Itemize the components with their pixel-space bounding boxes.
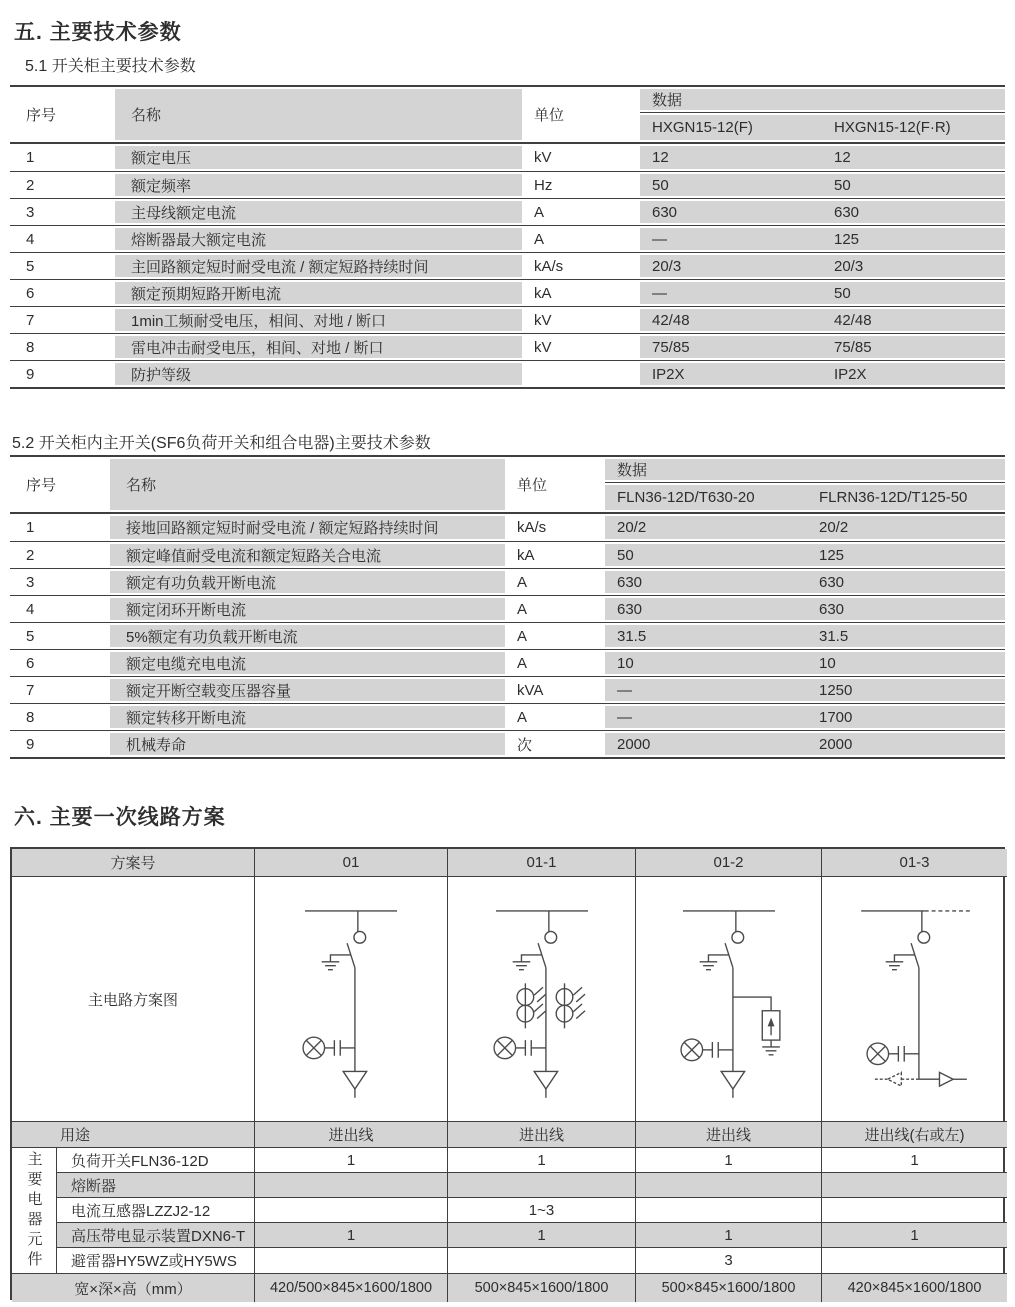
component-qty-cell: 3 [636,1248,822,1274]
component-name-cell: 熔断器 [57,1173,255,1198]
value-cell: — [640,280,822,306]
current-transformer-icon [556,983,585,1028]
param-no-cell: 7 [26,311,35,329]
earth-switch-icon [512,955,541,970]
component-qty-cell [636,1198,822,1223]
unit-cell: Hz [534,176,553,194]
busbar [683,911,775,932]
unit-cell: kA/s [517,519,547,536]
unit-cell: kV [534,311,552,329]
param-name-cell: 额定峰值耐受电流和额定短路关合电流 [110,542,505,568]
voltage-indicator-lamp [494,1037,546,1059]
component-qty-cell [255,1173,448,1198]
value-cell: 1250 [807,677,1005,703]
param-name-cell: 额定转移开断电流 [110,704,505,730]
value-cell: 630 [822,199,1005,225]
param-no-cell: 2 [26,176,35,194]
component-name-cell: 电流互感器LZZJ2-12 [57,1198,255,1223]
value-cell: 2000 [605,731,807,757]
value-cell: 75/85 [822,334,1005,360]
component-name-cell: 避雷器HY5WZ或HY5WS [57,1248,255,1274]
value-cell: 1700 [807,704,1005,730]
param-no-cell: 2 [26,546,35,564]
value-cell: 630 [640,199,822,225]
value-cell: 630 [807,569,1005,595]
component-name-cell: 负荷开关FLN36-12D [57,1148,255,1173]
cable-head-icon [721,1071,744,1097]
header-name: 名称 [110,457,505,512]
scheme-col-01: 01 [255,849,448,877]
unit-cell: kVA [517,681,544,699]
component-qty-cell [636,1173,822,1198]
value-cell: 20/2 [605,514,807,541]
param-no-cell: 6 [26,284,35,302]
unit-cell: 次 [517,736,533,754]
header-data: 数据 [605,457,1005,483]
param-name-cell: 1min工频耐受电压，相间、对地 / 断口 [115,307,522,333]
usage-row-label: 用途 [12,1122,255,1148]
component-qty-cell: 1 [448,1223,636,1248]
table-row [10,225,1005,252]
dimensions-cell: 420×845×1600/1800 [822,1274,1007,1302]
table-row [10,676,1005,703]
unit-cell [522,361,640,387]
param-name-cell: 防护等级 [115,361,522,387]
table-row [10,279,1005,306]
scheme-01-1-cell [448,877,636,1122]
component-qty-cell [822,1198,1007,1223]
value-cell: 12 [640,144,822,171]
value-cell: 50 [822,280,1005,306]
value-cell: 10 [807,650,1005,676]
param-name-cell: 额定开断空载变压器容量 [110,677,505,703]
table-row [10,198,1005,225]
section6-title: 六. 主要一次线路方案 [14,806,226,829]
param-name-cell: 机械寿命 [110,731,505,757]
dimensions-cell: 500×845×1600/1800 [448,1274,636,1302]
usage-cell: 进出线 [255,1122,448,1148]
value-cell: 20/3 [822,253,1005,279]
scheme-no-header: 方案号 [12,849,255,877]
unit-cell: A [517,654,528,672]
scheme-01-3-cell [822,877,1007,1122]
cable-head-icon [534,1071,557,1097]
surge-arrester-icon [732,997,779,1055]
param-name-cell: 额定电压 [115,144,522,171]
component-qty-cell [822,1173,1007,1198]
load-switch-icon [725,931,744,967]
table-row [10,360,1005,387]
earth-switch-icon [699,955,728,970]
dimensions-cell: 420/500×845×1600/1800 [255,1274,448,1302]
param-name-cell: 额定预期短路开断电流 [115,280,522,306]
value-cell: 42/48 [640,307,822,333]
load-switch-icon [911,931,930,967]
value-cell: 50 [605,542,807,568]
component-qty-cell: 1 [636,1223,822,1248]
value-cell: 20/3 [640,253,822,279]
header-unit: 单位 [534,107,565,124]
scheme-01-2-cell [636,877,822,1122]
unit-cell: A [517,600,528,618]
current-transformer-icon [517,983,546,1028]
usage-cell: 进出线 [448,1122,636,1148]
unit-cell: kA [534,284,552,302]
header-model2: HXGN15-12(F·R) [822,113,1005,142]
value-cell: 630 [605,596,807,622]
busbar [305,911,397,932]
unit-cell: A [534,203,545,221]
table-row [10,730,1005,757]
table-row [10,541,1005,568]
param-name-cell: 额定有功负载开断电流 [110,569,505,595]
table-row [10,252,1005,279]
component-qty-cell [255,1248,448,1274]
table-row [10,568,1005,595]
table-row [10,306,1005,333]
table-row [10,703,1005,730]
unit-cell: A [517,573,528,591]
param-no-cell: 4 [26,600,35,618]
busbar [496,911,588,932]
table-row [10,144,1005,171]
earth-switch-icon [885,955,914,970]
component-group-label [12,1148,57,1274]
param-name-cell: 接地回路额定短时耐受电流 / 额定短路持续时间 [110,514,505,541]
load-switch-icon [347,931,366,967]
value-cell: 12 [822,144,1005,171]
header-model1: FLN36-12D/T630-20 [605,483,807,512]
header-data: 数据 [640,87,1005,113]
value-cell: 125 [822,226,1005,252]
side-outgoing-right-icon [918,1072,966,1086]
cable-head-icon [343,1071,366,1097]
header-model1: HXGN15-12(F) [640,113,822,142]
voltage-indicator-lamp [867,1043,919,1065]
param-name-cell: 5%额定有功负载开断电流 [110,623,505,649]
param-no-cell: 7 [26,681,35,699]
table-row [10,649,1005,676]
earth-switch-icon [322,955,351,970]
param-no-cell: 5 [26,257,35,275]
component-qty-cell: 1 [822,1148,1007,1173]
table-row [10,171,1005,198]
component-qty-cell: 1~3 [448,1198,636,1223]
value-cell: — [605,704,807,730]
param-name-cell: 额定电缆充电电流 [110,650,505,676]
param-name-cell: 雷电冲击耐受电压，相间、对地 / 断口 [115,334,522,360]
value-cell: 20/2 [807,514,1005,541]
value-cell: — [605,677,807,703]
param-no-cell: 8 [26,338,35,356]
table-5-2 [10,455,1005,759]
value-cell: 125 [807,542,1005,568]
unit-cell: kV [534,149,552,166]
value-cell: 630 [807,596,1005,622]
unit-cell: A [534,230,545,248]
param-name-cell: 额定闭环开断电流 [110,596,505,622]
usage-cell: 进出线 [636,1122,822,1148]
value-cell: 75/85 [640,334,822,360]
scheme-01-3-diagram [824,880,1006,1118]
table-row [10,595,1005,622]
component-qty-cell [255,1198,448,1223]
value-cell: IP2X [822,361,1005,387]
component-qty-cell: 1 [822,1223,1007,1248]
table51-caption: 5.1 开关柜主要技术参数 [25,58,196,75]
param-name-cell: 熔断器最大额定电流 [115,226,522,252]
value-cell: 31.5 [605,623,807,649]
unit-cell: A [517,627,528,645]
value-cell: 630 [605,569,807,595]
scheme-table [10,847,1005,1300]
param-no-cell: 3 [26,203,35,221]
value-cell: 50 [640,172,822,198]
header-no: 序号 [26,477,57,494]
value-cell: 50 [822,172,1005,198]
side-outgoing-left-icon [874,1072,918,1086]
table52-caption: 5.2 开关柜内主开关(SF6负荷开关和组合电器)主要技术参数 [12,435,431,452]
param-no-cell: 6 [26,654,35,672]
component-qty-cell: 1 [448,1148,636,1173]
scheme-col-01-1: 01-1 [448,849,636,877]
value-cell: — [640,226,822,252]
dimensions-label: 宽×深×高（mm） [12,1274,255,1302]
table-row [10,333,1005,360]
param-name-cell: 额定频率 [115,172,522,198]
component-qty-cell: 1 [255,1148,448,1173]
param-no-cell: 1 [26,149,35,166]
value-cell: 31.5 [807,623,1005,649]
diagram-row-label: 主电路方案图 [12,877,255,1122]
table-5-1 [10,85,1005,389]
component-qty-cell: 1 [255,1223,448,1248]
component-qty-cell [448,1248,636,1274]
param-no-cell: 9 [26,735,35,753]
header-model2: FLRN36-12D/T125-50 [807,483,1005,512]
table-row [10,622,1005,649]
scheme-01-diagram [260,880,442,1118]
table-5-2-header [10,457,1005,514]
param-no-cell: 3 [26,573,35,591]
param-name-cell: 主回路额定短时耐受电流 / 额定短路持续时间 [115,253,522,279]
value-cell: 2000 [807,731,1005,757]
load-switch-icon [538,931,557,967]
unit-cell: kV [534,338,552,356]
param-name-cell: 主母线额定电流 [115,199,522,225]
header-unit: 单位 [517,477,548,494]
param-no-cell: 9 [26,365,35,383]
busbar [861,911,973,932]
param-no-cell: 5 [26,627,35,645]
voltage-indicator-lamp [303,1037,355,1059]
param-no-cell: 1 [26,519,35,536]
section5-title: 五. 主要技术参数 [14,21,182,44]
component-qty-cell [448,1173,636,1198]
value-cell: 10 [605,650,807,676]
usage-cell: 进出线(右或左) [822,1122,1007,1148]
value-cell: IP2X [640,361,822,387]
component-group-label-text: 主要电器元件 [25,1150,43,1271]
value-cell: 42/48 [822,307,1005,333]
table-5-1-header [10,87,1005,144]
voltage-indicator-lamp [681,1039,733,1061]
scheme-col-01-3: 01-3 [822,849,1007,877]
param-no-cell: 8 [26,708,35,726]
table-row [10,514,1005,541]
component-qty-cell: 1 [636,1148,822,1173]
dimensions-cell: 500×845×1600/1800 [636,1274,822,1302]
scheme-01-cell [255,877,448,1122]
header-name: 名称 [115,87,522,142]
scheme-col-01-2: 01-2 [636,849,822,877]
component-name-cell: 高压带电显示装置DXN6-T [57,1223,255,1248]
component-qty-cell [822,1248,1007,1274]
scheme-01-2-diagram [638,880,820,1118]
unit-cell: kA/s [534,257,564,275]
unit-cell: A [517,708,528,726]
scheme-01-1-diagram [451,880,633,1118]
header-no: 序号 [26,107,57,124]
unit-cell: kA [517,546,535,564]
param-no-cell: 4 [26,230,35,248]
